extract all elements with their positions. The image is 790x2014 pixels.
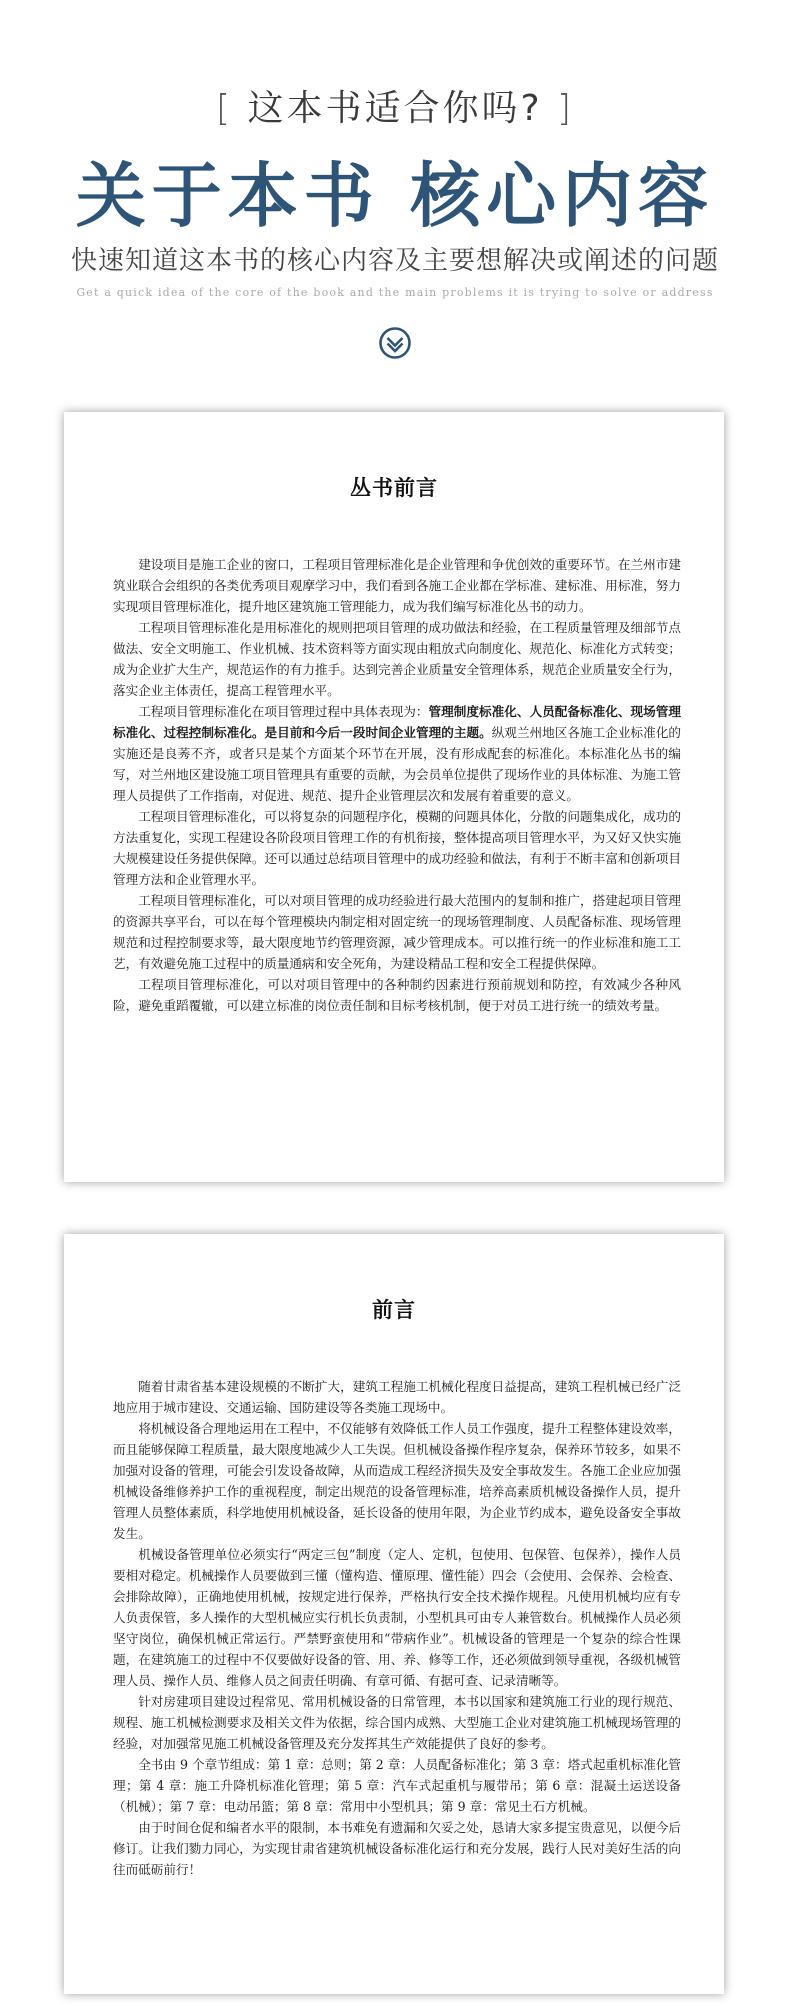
preface-body bbox=[113, 1376, 681, 1880]
preface-title: 前言 bbox=[372, 1297, 416, 1322]
paragraph: 工程项目管理标准化，可以将复杂的问题程序化，模糊的问题具体化，分散的问题集成化，成功的方法重复化，实现工程建设各阶段项目管理工作的有机衔接，整体提高项目管理水平，为又好又快实施大规模建设任务提供保障。还可以通过总结项目管理中的成功经验和做法，有利于不断丰富和创新项目管理方法和企业管理水平。 bbox=[113, 809, 681, 887]
main-title: 关于本书 核心内容 bbox=[75, 154, 715, 237]
bracket-open: [ bbox=[215, 88, 233, 129]
paragraph: 由于时间仓促和编者水平的限制，本书难免有遗漏和欠妥之处，恳请大家多提宝贵意见，以便今后修订。让我们勠力同心，为实现甘肃省建筑机械设备标准化运行和充分发展，践行人民对美好生活的向往而砥砺前行！ bbox=[113, 1820, 681, 1877]
bracket-close: ] bbox=[557, 88, 575, 129]
paragraph: 工程项目管理标准化是用标准化的规则把项目管理的成功做法和经验，在工程质量管理及细部节点做法、安全文明施工、作业机械、技术资料等方面实现由粗放式向制度化、规范化、标准化方式转变；成为企业扩大生产，规范运作的有力推手。达到完善企业质量安全管理体系，规范企业质量安全行为，落实企业主体责任，提高工程管理水平。 bbox=[113, 620, 681, 698]
paragraph: 机械设备管理单位必须实行“两定三包”制度（定人、定机，包使用、包保管、包保养），操作人员要相对稳定。机械操作人员要做到三懂（懂构造、懂原理、懂性能）四会（会使用、会保养、会检查、会排除故障），正确地使用机械，按规定进行保养，严格执行安全技术操作规程。凡使用机械均应有专人负责保管，多人操作的大型机械应实行机长负责制，小型机具可由专人兼管数台。机械操作人员必须坚守岗位，确保机械正常运行。严禁野蛮使用和“带病作业”。机械设备的管理是一个复杂的综合性课题，在建筑施工的过程中不仅要做好设备的管、用、养、修等工作，还必须做到领导重视，各级机械管理人员、操作人员、维修人员之间责任明确、有章可循、有据可查、记录清晰等。 bbox=[113, 1547, 681, 1688]
paragraph: 随着甘肃省基本建设规模的不断扩大，建筑工程施工机械化程度日益提高，建筑工程机械已经广泛地应用于城市建设、交通运输、国防建设等各类施工现场中。 bbox=[113, 1379, 681, 1415]
subtitle-english: Get a quick idea of the core of the book and the main problems it is trying to solve or address bbox=[76, 286, 714, 299]
subtitle: 快速知道这本书的核心内容及主要想解决或阐述的问题 bbox=[70, 246, 719, 276]
paragraph: 工程项目管理标准化，可以对项目管理中的各种制约因素进行预前规划和防控，有效减少各种风险，避免重蹈覆辙，可以建立标准的岗位责任制和目标考核机制，便于对员工进行统一的绩效考量。 bbox=[113, 977, 681, 1013]
text-run: 纵观兰州地区各施工企业标准化的实施还是良莠不齐，或者只是某个方面某个环节在开展，没有形成配套的标准化。本标准化丛书的编写，对兰州地区建设施工项目管理具有重要的贡献，为会员单位提供了现场作业的具体标准、为施工管理人员提供了工作指南，对促进、规范、提升企业管理层次和发展有着重要的意义。 bbox=[113, 725, 682, 803]
series-preface-title: 丛书前言 bbox=[350, 475, 438, 500]
paragraph: 将机械设备合理地运用在工程中，不仅能够有效降低工作人员工作强度，提升工程整体建设效率，而且能够保障工程质量，最大限度地减少人工失误。但机械设备操作程序复杂，保养环节较多，如果不加强对设备的管理，可能会引发设备故障，从而造成工程经济损失及安全事故发生。各施工企业应加强机械设备维修养护工作的重视程度，制定出规范的设备管理标准，培养高素质机械设备操作人员，提升管理人员整体素质，科学地使用机械设备，延长设备的使用年限，为企业节约成本，避免设备安全事故发生。 bbox=[113, 1421, 681, 1541]
text-run: 工程项目管理标准化在项目管理过程中具体表现为： bbox=[138, 704, 429, 719]
bold-text-run: 管理制度标准化、人员配备标准化、现场管理标准化、过程控制标准化。是目前和今后一段时间企业管理的主题。 bbox=[113, 704, 682, 740]
paragraph bbox=[113, 701, 681, 806]
series-preface-body bbox=[113, 554, 681, 1016]
paragraph: 针对房建项目建设过程常见、常用机械设备的日常管理，本书以国家和建筑施工行业的现行规范、规程、施工机械检测要求及相关文件为依据，综合国内成熟、大型施工企业对建筑施工机械现场管理的经验，对加强常见施工机械设备管理及充分发挥其生产效能提供了良好的参考。 bbox=[113, 1694, 681, 1751]
paragraph: 工程项目管理标准化，可以对项目管理的成功经验进行最大范围内的复制和推广，搭建起项目管理的资源共享平台，可以在每个管理模块内制定相对固定统一的现场管理制度、人员配备标准、现场管理规范和过程控制要求等，最大限度地节约管理资源，减少管理成本。可以推行统一的作业标准和施工工艺，有效避免施工过程中的质量通病和安全死角，为建设精品工程和安全工程提供保障。 bbox=[113, 893, 681, 971]
paragraph: 全书由 9 个章节组成：第 1 章：总则；第 2 章：人员配备标准化；第 3 章：塔式起重机标准化管理；第 4 章：施工升降机标准化管理；第 5 章：汽车式起重机与履带吊；第 6 章：混凝土运送设备（机械）；第 7 章：电动吊篮；第 8 章：常用中小型机具；第 9 章：常见土石方机械。 bbox=[113, 1757, 681, 1814]
tagline-text: 这本书适合你吗? bbox=[247, 88, 543, 129]
preface-page bbox=[64, 1234, 724, 1994]
tagline bbox=[0, 80, 790, 131]
paragraph: 建设项目是施工企业的窗口，工程项目管理标准化是企业管理和争优创效的重要环节。在兰州市建筑业联合会组织的各类优秀项目观摩学习中，我们看到各施工企业都在学标准、建标准、用标准，努力实现项目管理标准化，提升地区建筑施工管理能力，成为我们编写标准化丛书的动力。 bbox=[113, 557, 681, 614]
header-section bbox=[0, 0, 790, 410]
series-preface-page bbox=[64, 412, 724, 1182]
chevron-down-circle-icon bbox=[378, 326, 412, 360]
